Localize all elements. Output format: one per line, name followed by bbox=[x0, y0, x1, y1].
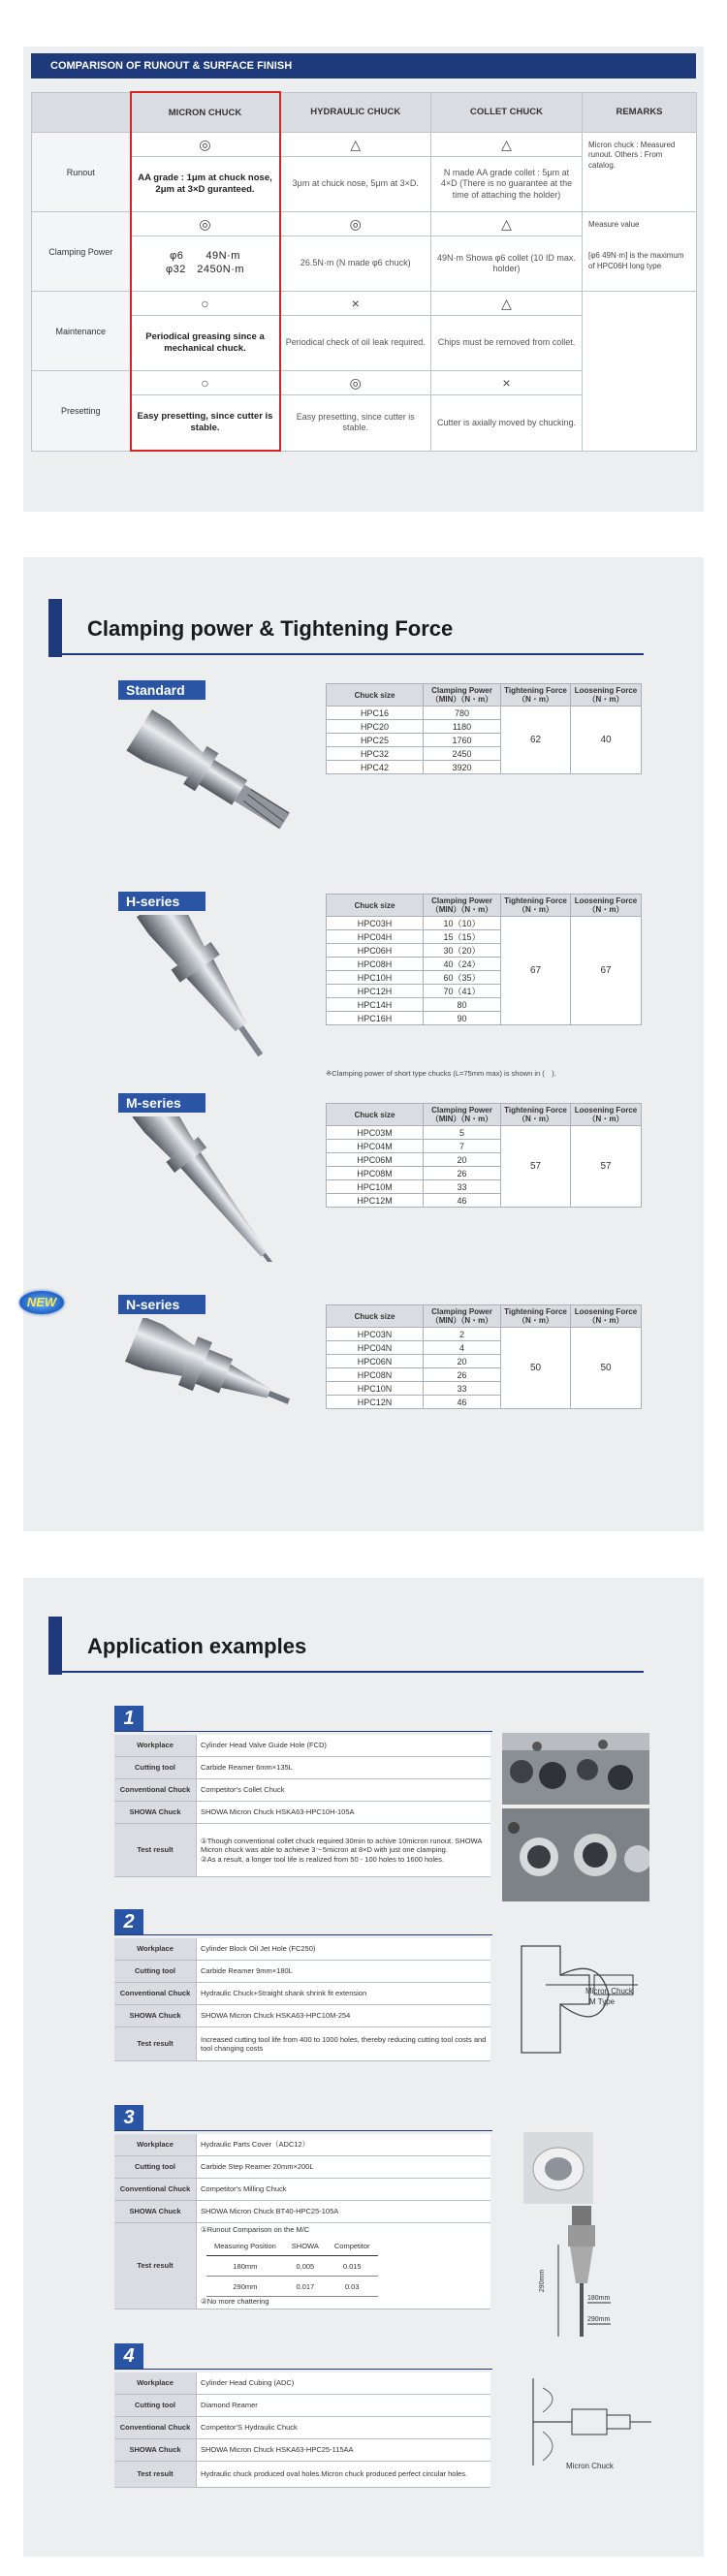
row-label-presetting: Presetting bbox=[32, 371, 131, 452]
example-1-table bbox=[114, 1735, 490, 1877]
ex2-workplace: Cylinder Block Oil Jet Hole (FC250) bbox=[197, 1938, 491, 1961]
power-cell: 4 bbox=[424, 1341, 501, 1355]
label-test-result: Test result bbox=[114, 2462, 197, 2488]
micron-clamping-text bbox=[131, 236, 280, 292]
col-chuck-size: Chuck size bbox=[327, 684, 424, 707]
runout-symbol-row bbox=[32, 133, 697, 157]
runout-cell: 290mm bbox=[206, 2277, 284, 2297]
clamping-section-title bbox=[23, 599, 644, 657]
remarks-runout: Micron chuck : Measured runout. Others : From catalog. bbox=[583, 133, 697, 212]
ex2-caption-line1: Micron Chuck bbox=[585, 1987, 633, 1995]
example-number-2: 2 bbox=[114, 1909, 143, 1934]
ex1-result bbox=[197, 1824, 491, 1877]
label-showa: SHOWA Chuck bbox=[114, 2005, 197, 2027]
col-chuck-size: Chuck size bbox=[327, 1104, 424, 1126]
n-series-spec-table bbox=[326, 1304, 642, 1409]
ex3-dim-290: 290mm bbox=[587, 2316, 611, 2323]
col-tightening-force: Tightening Force（N・m） bbox=[501, 895, 571, 917]
ex3-dim-vertical: 290mm bbox=[539, 2269, 547, 2293]
col-chuck-size: Chuck size bbox=[327, 895, 424, 917]
power-cell: 3920 bbox=[424, 761, 501, 774]
remarks-empty bbox=[583, 292, 697, 452]
col-loosening-force: Loosening Force（N・m） bbox=[571, 895, 642, 917]
label-cutting-tool: Cutting tool bbox=[114, 1961, 197, 1983]
comparison-title: COMPARISON OF RUNOUT & SURFACE FINISH bbox=[31, 53, 696, 79]
runout-cell: 0.015 bbox=[327, 2256, 378, 2277]
header-empty bbox=[32, 92, 131, 133]
comparison-table bbox=[31, 91, 697, 452]
size-cell: HPC12N bbox=[327, 1396, 424, 1409]
size-cell: HPC06M bbox=[327, 1153, 424, 1167]
example-divider bbox=[114, 1731, 492, 1732]
power-cell: 7 bbox=[424, 1140, 501, 1153]
symbol-double-circle-icon: ◎ bbox=[131, 133, 280, 157]
power-cell: 26 bbox=[424, 1368, 501, 1382]
m-series-spec-table bbox=[326, 1103, 642, 1208]
series-label-standard: Standard bbox=[118, 680, 205, 700]
label-cutting-tool: Cutting tool bbox=[114, 2395, 197, 2417]
ex1-result-line2: ②As a result, a longer tool life is realized from 50 - 100 holes to 1600 holes. bbox=[201, 1854, 445, 1864]
power-cell: 33 bbox=[424, 1382, 501, 1396]
ex3-result bbox=[197, 2223, 491, 2309]
ex3-result-note: ②No more chattering bbox=[201, 2297, 269, 2307]
col-clamping-power: Clamping Power（MIN）（N・m） bbox=[424, 684, 501, 707]
tightening-value: 57 bbox=[501, 1126, 571, 1208]
example-number-4: 4 bbox=[114, 2343, 143, 2369]
size-cell: HPC25 bbox=[327, 734, 424, 747]
collet-clamping-text: 49N·m Showa φ6 collet (10 ID max. holder) bbox=[431, 236, 583, 292]
size-cell: HPC10M bbox=[327, 1180, 424, 1194]
example-divider bbox=[114, 1934, 492, 1935]
ex2-showa: SHOWA Micron Chuck HSKA63-HPC10M-254 bbox=[197, 2005, 491, 2027]
power-cell: 780 bbox=[424, 707, 501, 720]
size-cell: HPC20 bbox=[327, 720, 424, 734]
power-cell: 1180 bbox=[424, 720, 501, 734]
power-cell: 40（24） bbox=[424, 958, 501, 971]
symbol-circle-icon: ○ bbox=[131, 371, 280, 395]
maintenance-symbol-row bbox=[32, 292, 697, 316]
col-tightening-force: Tightening Force（N・m） bbox=[501, 1305, 571, 1328]
col-tightening-force: Tightening Force（N・m） bbox=[501, 1104, 571, 1126]
size-cell: HPC03H bbox=[327, 917, 424, 930]
size-cell: HPC04N bbox=[327, 1341, 424, 1355]
size-cell: HPC08N bbox=[327, 1368, 424, 1382]
size-cell: HPC16 bbox=[327, 707, 424, 720]
hydraulic-part-photo bbox=[523, 2132, 593, 2204]
title-bar-accent bbox=[48, 1617, 62, 1675]
collet-runout-text: N made AA grade collet : 5μm at 4×D (There is no guarantee at the time of attaching the holder) bbox=[431, 157, 583, 212]
row-label-runout: Runout bbox=[32, 133, 131, 212]
label-conventional: Conventional Chuck bbox=[114, 1983, 197, 2005]
col-loosening-force: Loosening Force（N・m） bbox=[571, 684, 642, 707]
ex2-conventional: Hydraulic Chuck+Straight shank shrink fit extension bbox=[197, 1983, 491, 2005]
ex1-result-line1: ①Though conventional collet chuck required 30min to achive 10micron runout. SHOWA Micron chuck was able to achieve 3～5micron at 8×D with just one clamping. bbox=[201, 1836, 482, 1855]
ex4-tool: Diamond Reamer bbox=[197, 2395, 491, 2417]
example-3-table bbox=[114, 2134, 490, 2309]
size-cell: HPC04M bbox=[327, 1140, 424, 1153]
h-series-note: ※Clamping power of short type chucks (L=75mm max) is shown in ( ). bbox=[326, 1069, 556, 1078]
size-cell: HPC04H bbox=[327, 930, 424, 944]
symbol-double-circle-icon: ◎ bbox=[280, 212, 431, 236]
example-divider bbox=[114, 2130, 492, 2131]
clamping-symbol-row bbox=[32, 212, 697, 236]
col-clamping-power: Clamping Power（MIN）（N・m） bbox=[424, 1104, 501, 1126]
n-series-chuck-illustration bbox=[116, 1318, 310, 1434]
m-series-chuck-illustration bbox=[116, 1116, 310, 1262]
label-workplace: Workplace bbox=[114, 2134, 197, 2156]
applications-title-text: Application examples bbox=[87, 1634, 307, 1658]
runout-header: SHOWA bbox=[284, 2236, 327, 2256]
ex4-conventional: Competitor'S Hydraulic Chuck bbox=[197, 2417, 491, 2439]
micron-presetting-text: Easy presetting, since cutter is stable. bbox=[131, 395, 280, 452]
size-cell: HPC03N bbox=[327, 1328, 424, 1341]
ex1-workplace: Cylinder Head Valve Guide Hole (FCD) bbox=[197, 1735, 491, 1757]
symbol-double-circle-icon: ◎ bbox=[280, 371, 431, 395]
series-label-h-series: H-series bbox=[118, 892, 205, 911]
runout-cell: 0.005 bbox=[284, 2256, 327, 2277]
size-cell: HPC16H bbox=[327, 1012, 424, 1025]
ex2-caption-line2: M Type bbox=[589, 1997, 616, 2006]
size-cell: HPC42 bbox=[327, 761, 424, 774]
micron-clamping-line1: φ6 49N·m bbox=[170, 250, 240, 263]
row-label-clamping: Clamping Power bbox=[32, 212, 131, 292]
cylinder-head-cubing-diagram bbox=[504, 2369, 659, 2475]
ex4-caption: Micron Chuck bbox=[566, 2462, 614, 2470]
header-hydraulic: HYDRAULIC CHUCK bbox=[280, 92, 431, 133]
symbol-double-circle-icon: ◎ bbox=[131, 212, 280, 236]
ex3-conventional: Competitor's Milling Chuck bbox=[197, 2179, 491, 2201]
symbol-cross-icon: × bbox=[280, 292, 431, 316]
cylinder-head-photo-2 bbox=[502, 1808, 649, 1901]
symbol-cross-icon: × bbox=[431, 371, 583, 395]
title-bar-accent bbox=[48, 599, 62, 657]
ex2-tool: Carbide Reamer 9mm×180L bbox=[197, 1961, 491, 1983]
loosening-value: 40 bbox=[571, 707, 642, 774]
loosening-value: 67 bbox=[571, 917, 642, 1025]
label-showa: SHOWA Chuck bbox=[114, 1802, 197, 1824]
symbol-circle-icon: ○ bbox=[131, 292, 280, 316]
label-conventional: Conventional Chuck bbox=[114, 2417, 197, 2439]
symbol-triangle-icon: △ bbox=[431, 212, 583, 236]
label-test-result: Test result bbox=[114, 1824, 197, 1877]
example-number-3: 3 bbox=[114, 2105, 143, 2130]
symbol-triangle-icon: △ bbox=[431, 292, 583, 316]
label-cutting-tool: Cutting tool bbox=[114, 2156, 197, 2179]
runout-comparison-table bbox=[206, 2236, 378, 2297]
power-cell: 90 bbox=[424, 1012, 501, 1025]
example-divider bbox=[114, 2369, 492, 2370]
ex1-tool: Carbide Reamer 6mm×135L bbox=[197, 1757, 491, 1779]
col-clamping-power: Clamping Power（MIN）（N・m） bbox=[424, 895, 501, 917]
label-test-result: Test result bbox=[114, 2027, 197, 2061]
clamping-title-text: Clamping power & Tightening Force bbox=[87, 616, 454, 641]
power-cell: 5 bbox=[424, 1126, 501, 1140]
runout-header: Competitor bbox=[327, 2236, 378, 2256]
collet-maintenance-text: Chips must be removed from collet. bbox=[431, 316, 583, 371]
col-clamping-power: Clamping Power（MIN）（N・m） bbox=[424, 1305, 501, 1328]
remarks-clamping-line2: [φ6 49N·m] is the maximum of HPC06H long type bbox=[588, 251, 684, 270]
ex1-conventional: Competitor's Collet Chuck bbox=[197, 1779, 491, 1802]
label-workplace: Workplace bbox=[114, 1938, 197, 1961]
comparison-panel bbox=[23, 47, 704, 512]
micron-runout-text: AA grade : 1μm at chuck nose, 2μm at 3×D guranteed. bbox=[131, 157, 280, 212]
cylinder-head-photo-1 bbox=[502, 1733, 649, 1805]
tightening-value: 62 bbox=[501, 707, 571, 774]
power-cell: 80 bbox=[424, 998, 501, 1012]
loosening-value: 50 bbox=[571, 1328, 642, 1409]
label-cutting-tool: Cutting tool bbox=[114, 1757, 197, 1779]
new-badge: NEW bbox=[19, 1291, 64, 1314]
power-cell: 20 bbox=[424, 1153, 501, 1167]
tightening-value: 50 bbox=[501, 1328, 571, 1409]
standard-chuck-illustration bbox=[116, 704, 310, 849]
standard-spec-table bbox=[326, 683, 642, 774]
runout-cell: 0.03 bbox=[327, 2277, 378, 2297]
power-cell: 70（41） bbox=[424, 985, 501, 998]
h-series-spec-table bbox=[326, 894, 642, 1025]
example-number-1: 1 bbox=[114, 1706, 143, 1731]
power-cell: 15（15） bbox=[424, 930, 501, 944]
col-chuck-size: Chuck size bbox=[327, 1305, 424, 1328]
series-label-m-series: M-series bbox=[118, 1093, 205, 1113]
label-showa: SHOWA Chuck bbox=[114, 2439, 197, 2462]
power-cell: 26 bbox=[424, 1167, 501, 1180]
size-cell: HPC12M bbox=[327, 1194, 424, 1208]
size-cell: HPC32 bbox=[327, 747, 424, 761]
label-test-result: Test result bbox=[114, 2223, 197, 2309]
power-cell: 2450 bbox=[424, 747, 501, 761]
remarks-clamping-line1: Measure value bbox=[588, 220, 640, 229]
power-cell: 1760 bbox=[424, 734, 501, 747]
example-2-table bbox=[114, 1938, 490, 2061]
example-4-table bbox=[114, 2372, 490, 2488]
symbol-triangle-icon: △ bbox=[431, 133, 583, 157]
ex1-showa: SHOWA Micron Chuck HSKA63-HPC10H-105A bbox=[197, 1802, 491, 1824]
title-underline bbox=[62, 653, 644, 655]
hydraulic-presetting-text: Easy presetting, since cutter is stable. bbox=[280, 395, 431, 452]
ex4-result: Hydraulic chuck produced oval holes.Micron chuck produced perfect circular holes. bbox=[197, 2462, 491, 2488]
header-collet: COLLET CHUCK bbox=[431, 92, 583, 133]
ex2-result: Increased cutting tool life from 400 to 1000 holes, thereby reducing cutting tool costs and tool changing costs bbox=[197, 2027, 491, 2061]
power-cell: 46 bbox=[424, 1396, 501, 1409]
ex3-tool: Carbide Step Reamer 20mm×200L bbox=[197, 2156, 491, 2179]
runout-cell: 0.017 bbox=[284, 2277, 327, 2297]
ex4-showa: SHOWA Micron Chuck HSKA63-HPC25-115AA bbox=[197, 2439, 491, 2462]
size-cell: HPC10N bbox=[327, 1382, 424, 1396]
series-label-n-series: N-series bbox=[118, 1295, 205, 1314]
ex3-showa: SHOWA Micron Chuck BT40-HPC25-105A bbox=[197, 2201, 491, 2223]
hydraulic-maintenance-text: Periodical check of oil leak required. bbox=[280, 316, 431, 371]
applications-section-title bbox=[23, 1617, 644, 1675]
cylinder-block-diagram bbox=[502, 1936, 657, 2062]
title-underline bbox=[62, 1671, 644, 1673]
collet-presetting-text: Cutter is axially moved by chucking. bbox=[431, 395, 583, 452]
label-workplace: Workplace bbox=[114, 1735, 197, 1757]
symbol-triangle-icon: △ bbox=[280, 133, 431, 157]
ex3-dim-180: 180mm bbox=[587, 2295, 611, 2302]
power-cell: 33 bbox=[424, 1180, 501, 1194]
runout-cell: 180mm bbox=[206, 2256, 284, 2277]
size-cell: HPC08M bbox=[327, 1167, 424, 1180]
size-cell: HPC12H bbox=[327, 985, 424, 998]
micron-maintenance-text: Periodical greasing since a mechanical chuck. bbox=[131, 316, 280, 371]
power-cell: 10（10） bbox=[424, 917, 501, 930]
runout-header: Measuring Position bbox=[206, 2236, 284, 2256]
size-cell: HPC06N bbox=[327, 1355, 424, 1368]
ex3-result-title: ①Runout Comparison on the M/C bbox=[201, 2225, 310, 2234]
h-series-chuck-illustration bbox=[116, 915, 310, 1060]
label-conventional: Conventional Chuck bbox=[114, 2179, 197, 2201]
micron-clamping-line2: φ32 2450N·m bbox=[165, 264, 245, 275]
size-cell: HPC08H bbox=[327, 958, 424, 971]
power-cell: 30（20） bbox=[424, 944, 501, 958]
size-cell: HPC10H bbox=[327, 971, 424, 985]
label-workplace: Workplace bbox=[114, 2372, 197, 2395]
header-remarks: REMARKS bbox=[583, 92, 697, 133]
label-conventional: Conventional Chuck bbox=[114, 1779, 197, 1802]
label-showa: SHOWA Chuck bbox=[114, 2201, 197, 2223]
power-cell: 60（35） bbox=[424, 971, 501, 985]
power-cell: 20 bbox=[424, 1355, 501, 1368]
power-cell: 46 bbox=[424, 1194, 501, 1208]
loosening-value: 57 bbox=[571, 1126, 642, 1208]
hydraulic-runout-text: 3μm at chuck nose, 5μm at 3×D. bbox=[280, 157, 431, 212]
ex4-workplace: Cylinder Head Cubing (ADC) bbox=[197, 2372, 491, 2395]
size-cell: HPC14H bbox=[327, 998, 424, 1012]
ex3-workplace: Hydraulic Parts Cover（ADC12） bbox=[197, 2134, 491, 2156]
power-cell: 2 bbox=[424, 1328, 501, 1341]
row-label-maintenance: Maintenance bbox=[32, 292, 131, 371]
size-cell: HPC03M bbox=[327, 1126, 424, 1140]
col-tightening-force: Tightening Force（N・m） bbox=[501, 684, 571, 707]
remarks-clamping bbox=[583, 212, 697, 292]
hydraulic-clamping-text: 26.5N·m (N made φ6 chuck) bbox=[280, 236, 431, 292]
header-micron: MICRON CHUCK bbox=[131, 92, 280, 133]
col-loosening-force: Loosening Force（N・m） bbox=[571, 1104, 642, 1126]
tightening-value: 67 bbox=[501, 917, 571, 1025]
comparison-header-row bbox=[32, 92, 697, 133]
size-cell: HPC06H bbox=[327, 944, 424, 958]
col-loosening-force: Loosening Force（N・m） bbox=[571, 1305, 642, 1328]
